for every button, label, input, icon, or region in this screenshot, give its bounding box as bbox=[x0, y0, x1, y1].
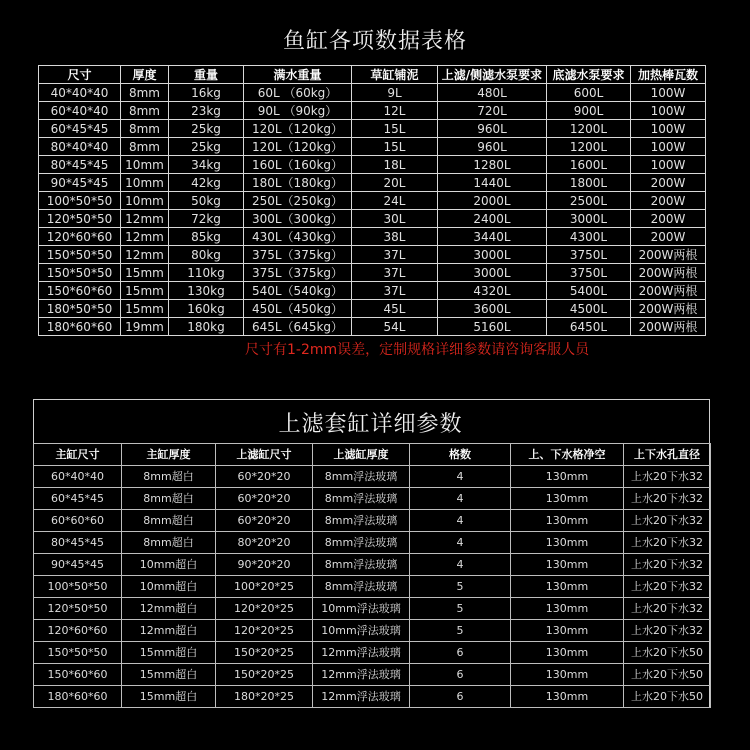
table-cell: 120*50*50 bbox=[39, 210, 121, 228]
table-cell: 上水20下水50 bbox=[624, 686, 711, 708]
column-header: 上滤/侧滤水泵要求 bbox=[438, 66, 547, 84]
table-row bbox=[39, 174, 706, 192]
table-cell: 4 bbox=[410, 466, 511, 488]
table-cell: 4300L bbox=[547, 228, 631, 246]
table-cell: 130mm bbox=[511, 532, 624, 554]
table-cell: 90*20*20 bbox=[216, 554, 313, 576]
table-cell: 上水20下水32 bbox=[624, 488, 711, 510]
table-cell: 150*20*25 bbox=[216, 664, 313, 686]
column-header: 满水重量 bbox=[244, 66, 352, 84]
table-cell: 1600L bbox=[547, 156, 631, 174]
table-cell: 12mm浮法玻璃 bbox=[313, 664, 410, 686]
table-cell: 8mm超白 bbox=[122, 510, 216, 532]
table-row bbox=[34, 664, 711, 686]
table-cell: 5 bbox=[410, 620, 511, 642]
table-cell: 80*45*45 bbox=[34, 532, 122, 554]
table-row bbox=[39, 318, 706, 336]
table-cell: 200W bbox=[631, 192, 706, 210]
table-cell: 100*20*25 bbox=[216, 576, 313, 598]
table-cell: 200W两根 bbox=[631, 300, 706, 318]
table-cell: 200W两根 bbox=[631, 246, 706, 264]
table-cell: 上水20下水32 bbox=[624, 554, 711, 576]
table-row bbox=[34, 576, 711, 598]
table-cell: 100W bbox=[631, 138, 706, 156]
table-cell: 8mm bbox=[121, 120, 169, 138]
table-cell: 4 bbox=[410, 488, 511, 510]
table-cell: 10mm超白 bbox=[122, 576, 216, 598]
table-row bbox=[34, 510, 711, 532]
table-cell: 200W两根 bbox=[631, 282, 706, 300]
table-header-row bbox=[39, 66, 706, 84]
table-cell: 4320L bbox=[438, 282, 547, 300]
table-cell: 上水20下水32 bbox=[624, 466, 711, 488]
table-cell: 8mm浮法玻璃 bbox=[313, 466, 410, 488]
table-cell: 10mm浮法玻璃 bbox=[313, 598, 410, 620]
table-cell: 430L（430kg） bbox=[244, 228, 352, 246]
table-cell: 375L（375kg） bbox=[244, 246, 352, 264]
table-cell: 12mm超白 bbox=[122, 620, 216, 642]
table-cell: 130mm bbox=[511, 598, 624, 620]
table-cell: 上水20下水32 bbox=[624, 510, 711, 532]
table-cell: 100W bbox=[631, 120, 706, 138]
table-row bbox=[34, 466, 711, 488]
table-cell: 130mm bbox=[511, 664, 624, 686]
table-cell: 645L（645kg） bbox=[244, 318, 352, 336]
table-cell: 150*50*50 bbox=[34, 642, 122, 664]
table-cell: 45L bbox=[352, 300, 438, 318]
table-cell: 8mm浮法玻璃 bbox=[313, 576, 410, 598]
tank-data-table bbox=[38, 65, 706, 336]
table-cell: 60*20*20 bbox=[216, 488, 313, 510]
table-cell: 20L bbox=[352, 174, 438, 192]
table-cell: 4500L bbox=[547, 300, 631, 318]
table-cell: 25kg bbox=[169, 138, 244, 156]
table-row bbox=[34, 532, 711, 554]
table-cell: 130mm bbox=[511, 510, 624, 532]
table-cell: 37L bbox=[352, 246, 438, 264]
table-cell: 上水20下水32 bbox=[624, 598, 711, 620]
table-cell: 200W两根 bbox=[631, 318, 706, 336]
table-cell: 9L bbox=[352, 84, 438, 102]
table-cell: 100W bbox=[631, 102, 706, 120]
table-cell: 12mm bbox=[121, 228, 169, 246]
table-cell: 1280L bbox=[438, 156, 547, 174]
table-cell: 4 bbox=[410, 532, 511, 554]
column-header: 重量 bbox=[169, 66, 244, 84]
table-cell: 40*40*40 bbox=[39, 84, 121, 102]
table-cell: 12mm浮法玻璃 bbox=[313, 642, 410, 664]
table-cell: 上水20下水32 bbox=[624, 620, 711, 642]
table-cell: 60L （60kg） bbox=[244, 84, 352, 102]
table-cell: 4 bbox=[410, 510, 511, 532]
table-cell: 130mm bbox=[511, 576, 624, 598]
table-cell: 8mm超白 bbox=[122, 532, 216, 554]
table-cell: 150*50*50 bbox=[39, 264, 121, 282]
table-cell: 6 bbox=[410, 642, 511, 664]
table-cell: 160kg bbox=[169, 300, 244, 318]
table-cell: 120L（120kg） bbox=[244, 120, 352, 138]
table-cell: 80kg bbox=[169, 246, 244, 264]
table-cell: 1800L bbox=[547, 174, 631, 192]
table-cell: 180kg bbox=[169, 318, 244, 336]
table-cell: 19mm bbox=[121, 318, 169, 336]
table-cell: 120*20*25 bbox=[216, 598, 313, 620]
column-header: 厚度 bbox=[121, 66, 169, 84]
column-header: 主缸厚度 bbox=[122, 444, 216, 466]
table-cell: 900L bbox=[547, 102, 631, 120]
table-cell: 5160L bbox=[438, 318, 547, 336]
table-row bbox=[34, 554, 711, 576]
table-cell: 6 bbox=[410, 664, 511, 686]
table-cell: 3000L bbox=[438, 264, 547, 282]
table-row bbox=[34, 642, 711, 664]
table-row bbox=[39, 228, 706, 246]
table-cell: 130mm bbox=[511, 686, 624, 708]
table-cell: 5 bbox=[410, 576, 511, 598]
table-cell: 600L bbox=[547, 84, 631, 102]
table-cell: 12mm bbox=[121, 246, 169, 264]
table-row bbox=[39, 84, 706, 102]
table-cell: 15mm超白 bbox=[122, 642, 216, 664]
column-header: 上滤缸厚度 bbox=[313, 444, 410, 466]
table-cell: 450L（450kg） bbox=[244, 300, 352, 318]
table-row bbox=[39, 156, 706, 174]
table-cell: 180*50*50 bbox=[39, 300, 121, 318]
filter-tank-table bbox=[33, 443, 711, 708]
table-cell: 130mm bbox=[511, 642, 624, 664]
table-row bbox=[39, 138, 706, 156]
table-cell: 60*20*20 bbox=[216, 466, 313, 488]
table-cell: 5 bbox=[410, 598, 511, 620]
table-cell: 15mm bbox=[121, 282, 169, 300]
table-cell: 24L bbox=[352, 192, 438, 210]
size-tolerance-note: 尺寸有1-2mm误差，定制规格详细参数请咨询客服人员 bbox=[245, 342, 590, 358]
table-cell: 60*45*45 bbox=[39, 120, 121, 138]
table-row bbox=[39, 246, 706, 264]
table-cell: 130kg bbox=[169, 282, 244, 300]
table-cell: 8mm浮法玻璃 bbox=[313, 554, 410, 576]
table-cell: 15mm超白 bbox=[122, 686, 216, 708]
table-cell: 37L bbox=[352, 282, 438, 300]
table-cell: 上水20下水32 bbox=[624, 532, 711, 554]
table-row bbox=[34, 488, 711, 510]
table-row bbox=[34, 598, 711, 620]
table-cell: 12mm浮法玻璃 bbox=[313, 686, 410, 708]
table-cell: 60*20*20 bbox=[216, 510, 313, 532]
table-cell: 8mm浮法玻璃 bbox=[313, 488, 410, 510]
table-row bbox=[39, 120, 706, 138]
table-cell: 1440L bbox=[438, 174, 547, 192]
table-cell: 90*45*45 bbox=[39, 174, 121, 192]
table-header-row bbox=[34, 444, 711, 466]
table-cell: 30L bbox=[352, 210, 438, 228]
table-cell: 100*50*50 bbox=[39, 192, 121, 210]
table-cell: 8mm浮法玻璃 bbox=[313, 510, 410, 532]
table-cell: 120*20*25 bbox=[216, 620, 313, 642]
table-cell: 720L bbox=[438, 102, 547, 120]
table-cell: 38L bbox=[352, 228, 438, 246]
table-row bbox=[34, 620, 711, 642]
table-cell: 1200L bbox=[547, 138, 631, 156]
table-cell: 10mm bbox=[121, 156, 169, 174]
table-cell: 300L（300kg） bbox=[244, 210, 352, 228]
table-cell: 480L bbox=[438, 84, 547, 102]
table-cell: 3750L bbox=[547, 246, 631, 264]
table-cell: 6450L bbox=[547, 318, 631, 336]
column-header: 上滤缸尺寸 bbox=[216, 444, 313, 466]
table-cell: 3750L bbox=[547, 264, 631, 282]
table-cell: 8mm浮法玻璃 bbox=[313, 532, 410, 554]
table-cell: 100W bbox=[631, 156, 706, 174]
table-cell: 2000L bbox=[438, 192, 547, 210]
column-header: 上下水孔直径 bbox=[624, 444, 711, 466]
table-row bbox=[39, 102, 706, 120]
table-cell: 5400L bbox=[547, 282, 631, 300]
table-cell: 130mm bbox=[511, 466, 624, 488]
table-cell: 15mm超白 bbox=[122, 664, 216, 686]
table-cell: 90L （90kg） bbox=[244, 102, 352, 120]
table-cell: 250L（250kg） bbox=[244, 192, 352, 210]
table-cell: 2400L bbox=[438, 210, 547, 228]
table-cell: 37L bbox=[352, 264, 438, 282]
table-cell: 150*60*60 bbox=[39, 282, 121, 300]
table-cell: 15L bbox=[352, 120, 438, 138]
table-cell: 150*60*60 bbox=[34, 664, 122, 686]
table-cell: 8mm超白 bbox=[122, 466, 216, 488]
table-cell: 15L bbox=[352, 138, 438, 156]
table-cell: 3600L bbox=[438, 300, 547, 318]
column-header: 主缸尺寸 bbox=[34, 444, 122, 466]
table-cell: 3000L bbox=[547, 210, 631, 228]
table-cell: 375L（375kg） bbox=[244, 264, 352, 282]
table-cell: 120L（120kg） bbox=[244, 138, 352, 156]
table-cell: 60*60*60 bbox=[34, 510, 122, 532]
table-cell: 100W bbox=[631, 84, 706, 102]
table-cell: 10mm bbox=[121, 174, 169, 192]
table-cell: 110kg bbox=[169, 264, 244, 282]
table-cell: 18L bbox=[352, 156, 438, 174]
table-cell: 6 bbox=[410, 686, 511, 708]
tank-data-title: 鱼缸各项数据表格 bbox=[282, 29, 467, 54]
table-cell: 8mm bbox=[121, 84, 169, 102]
table-cell: 160L（160kg） bbox=[244, 156, 352, 174]
column-header: 草缸铺泥 bbox=[352, 66, 438, 84]
table-cell: 12mm bbox=[121, 210, 169, 228]
table-cell: 72kg bbox=[169, 210, 244, 228]
table-cell: 120*60*60 bbox=[34, 620, 122, 642]
table-cell: 8mm bbox=[121, 102, 169, 120]
column-header: 上、下水格净空 bbox=[511, 444, 624, 466]
table-cell: 80*20*20 bbox=[216, 532, 313, 554]
table-cell: 12mm超白 bbox=[122, 598, 216, 620]
table-cell: 60*45*45 bbox=[34, 488, 122, 510]
table-cell: 12L bbox=[352, 102, 438, 120]
column-header: 加热棒瓦数 bbox=[631, 66, 706, 84]
table-cell: 1200L bbox=[547, 120, 631, 138]
table-cell: 200W bbox=[631, 210, 706, 228]
table-cell: 200W两根 bbox=[631, 264, 706, 282]
table-cell: 54L bbox=[352, 318, 438, 336]
table-cell: 上水20下水50 bbox=[624, 642, 711, 664]
table-cell: 8mm超白 bbox=[122, 488, 216, 510]
table-cell: 上水20下水32 bbox=[624, 576, 711, 598]
table-cell: 10mm超白 bbox=[122, 554, 216, 576]
table-cell: 3440L bbox=[438, 228, 547, 246]
table-cell: 130mm bbox=[511, 620, 624, 642]
table-cell: 10mm bbox=[121, 192, 169, 210]
table-cell: 23kg bbox=[169, 102, 244, 120]
table-cell: 120*50*50 bbox=[34, 598, 122, 620]
table-cell: 540L（540kg） bbox=[244, 282, 352, 300]
column-header: 底滤水泵要求 bbox=[547, 66, 631, 84]
column-header: 尺寸 bbox=[39, 66, 121, 84]
table-cell: 85kg bbox=[169, 228, 244, 246]
table-cell: 120*60*60 bbox=[39, 228, 121, 246]
table-cell: 16kg bbox=[169, 84, 244, 102]
table-cell: 960L bbox=[438, 120, 547, 138]
table-cell: 60*40*40 bbox=[34, 466, 122, 488]
table-cell: 42kg bbox=[169, 174, 244, 192]
table-cell: 4 bbox=[410, 554, 511, 576]
table-cell: 130mm bbox=[511, 488, 624, 510]
table-cell: 130mm bbox=[511, 554, 624, 576]
table-cell: 80*40*40 bbox=[39, 138, 121, 156]
table-cell: 180*60*60 bbox=[34, 686, 122, 708]
table-cell: 90*45*45 bbox=[34, 554, 122, 576]
column-header: 格数 bbox=[410, 444, 511, 466]
table-row bbox=[39, 210, 706, 228]
table-cell: 3000L bbox=[438, 246, 547, 264]
table-cell: 200W bbox=[631, 228, 706, 246]
table-cell: 10mm浮法玻璃 bbox=[313, 620, 410, 642]
filter-tank-title: 上滤套缸详细参数 bbox=[278, 412, 463, 437]
table-cell: 150*50*50 bbox=[39, 246, 121, 264]
table-row bbox=[34, 686, 711, 708]
table-cell: 960L bbox=[438, 138, 547, 156]
table-cell: 60*40*40 bbox=[39, 102, 121, 120]
table-row bbox=[39, 282, 706, 300]
table-cell: 15mm bbox=[121, 264, 169, 282]
table-cell: 200W bbox=[631, 174, 706, 192]
table-cell: 上水20下水50 bbox=[624, 664, 711, 686]
table-cell: 15mm bbox=[121, 300, 169, 318]
table-row bbox=[39, 300, 706, 318]
table-cell: 180*20*25 bbox=[216, 686, 313, 708]
table-cell: 100*50*50 bbox=[34, 576, 122, 598]
table-row bbox=[39, 192, 706, 210]
table-cell: 180*60*60 bbox=[39, 318, 121, 336]
table-cell: 50kg bbox=[169, 192, 244, 210]
table-cell: 8mm bbox=[121, 138, 169, 156]
table-cell: 34kg bbox=[169, 156, 244, 174]
table-cell: 180L（180kg） bbox=[244, 174, 352, 192]
table-cell: 2500L bbox=[547, 192, 631, 210]
table-cell: 150*20*25 bbox=[216, 642, 313, 664]
table-row bbox=[39, 264, 706, 282]
table-cell: 25kg bbox=[169, 120, 244, 138]
table-cell: 80*45*45 bbox=[39, 156, 121, 174]
